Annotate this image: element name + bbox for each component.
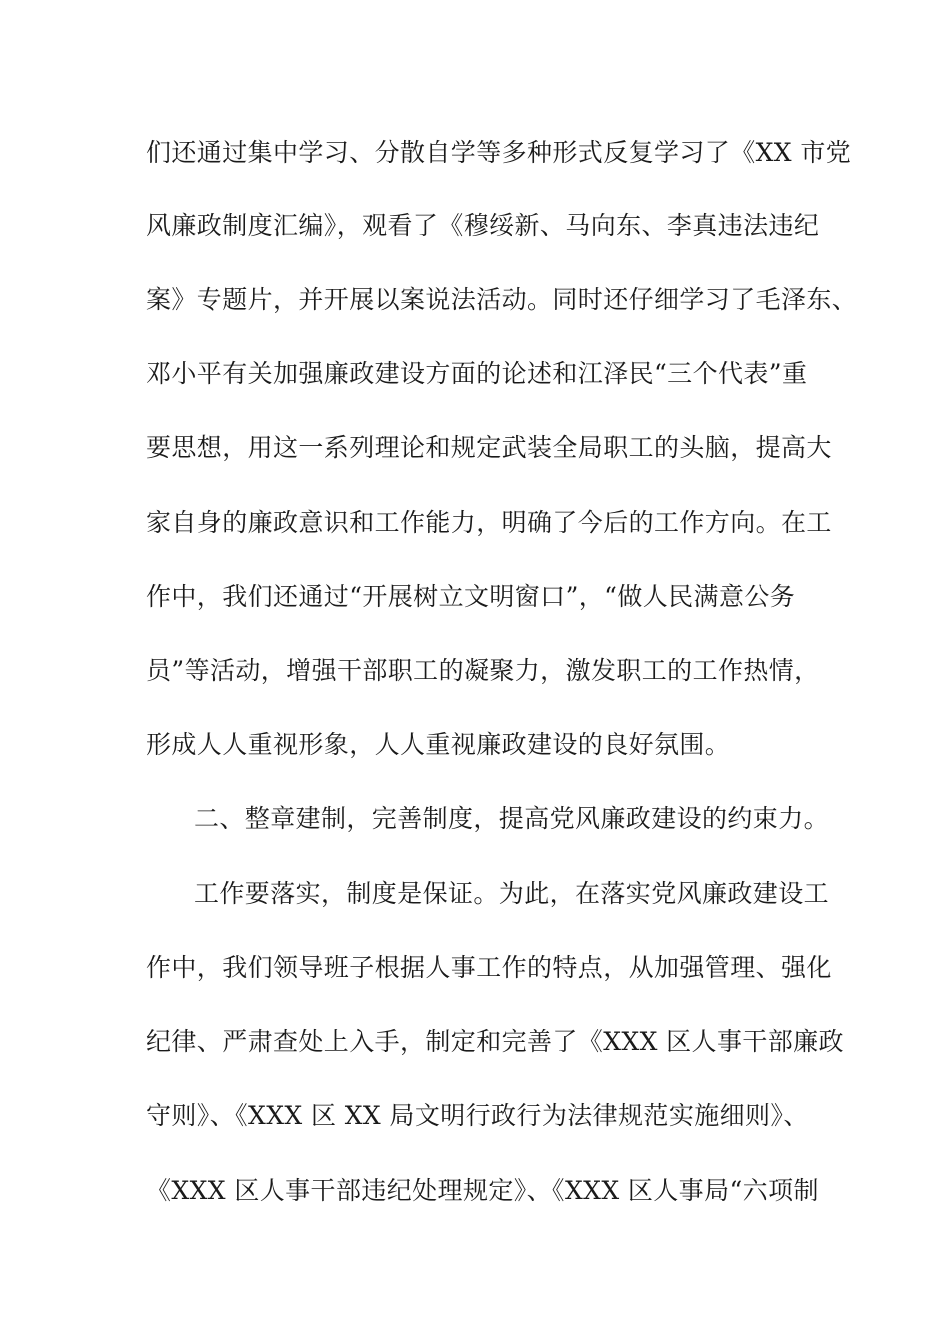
paragraph-first-line: 工作要落实，制度是保证。为此，在落实党风廉政建设工 [194,879,830,908]
body-text-line: 形成人人重视形象，人人重视廉政建设的良好氛围。 [146,730,731,759]
body-text-line: 纪律、严肃查处上入手，制定和完善了《XXX 区人事干部廉政 [146,1027,844,1056]
body-text-line: 《XXX 区人事干部违纪处理规定》、《XXX 区人事局“六项制 [146,1176,819,1205]
section-heading: 二、整章建制，完善制度，提高党风廉政建设的约束力。 [194,804,830,833]
body-text-line: 家自身的廉政意识和工作能力，明确了今后的工作方向。在工 [146,508,832,537]
body-text-line: 邓小平有关加强廉政建设方面的论述和江泽民“三个代表”重 [146,359,808,388]
body-text-line: 守则》、《XXX 区 XX 局文明行政行为法律规范实施细则》、 [146,1101,809,1130]
body-text-line: 们还通过集中学习、分散自学等多种形式反复学习了《XX 市党 [146,138,852,167]
body-text-line: 员”等活动，增强干部职工的凝聚力，激发职工的工作热情， [146,656,820,685]
body-text-line: 作中，我们还通过“开展树立文明窗口”，“做人民满意公务 [146,582,796,611]
body-text-line: 案》专题片，并开展以案说法活动。同时还仔细学习了毛泽东、 [146,285,858,314]
body-text-line: 要思想，用这一系列理论和规定武装全局职工的头脑，提高大 [146,433,832,462]
body-text-line: 作中，我们领导班子根据人事工作的特点，从加强管理、强化 [146,953,832,982]
body-text-line: 风廉政制度汇编》，观看了《穆绥新、马向东、李真违法违纪 [146,211,820,240]
